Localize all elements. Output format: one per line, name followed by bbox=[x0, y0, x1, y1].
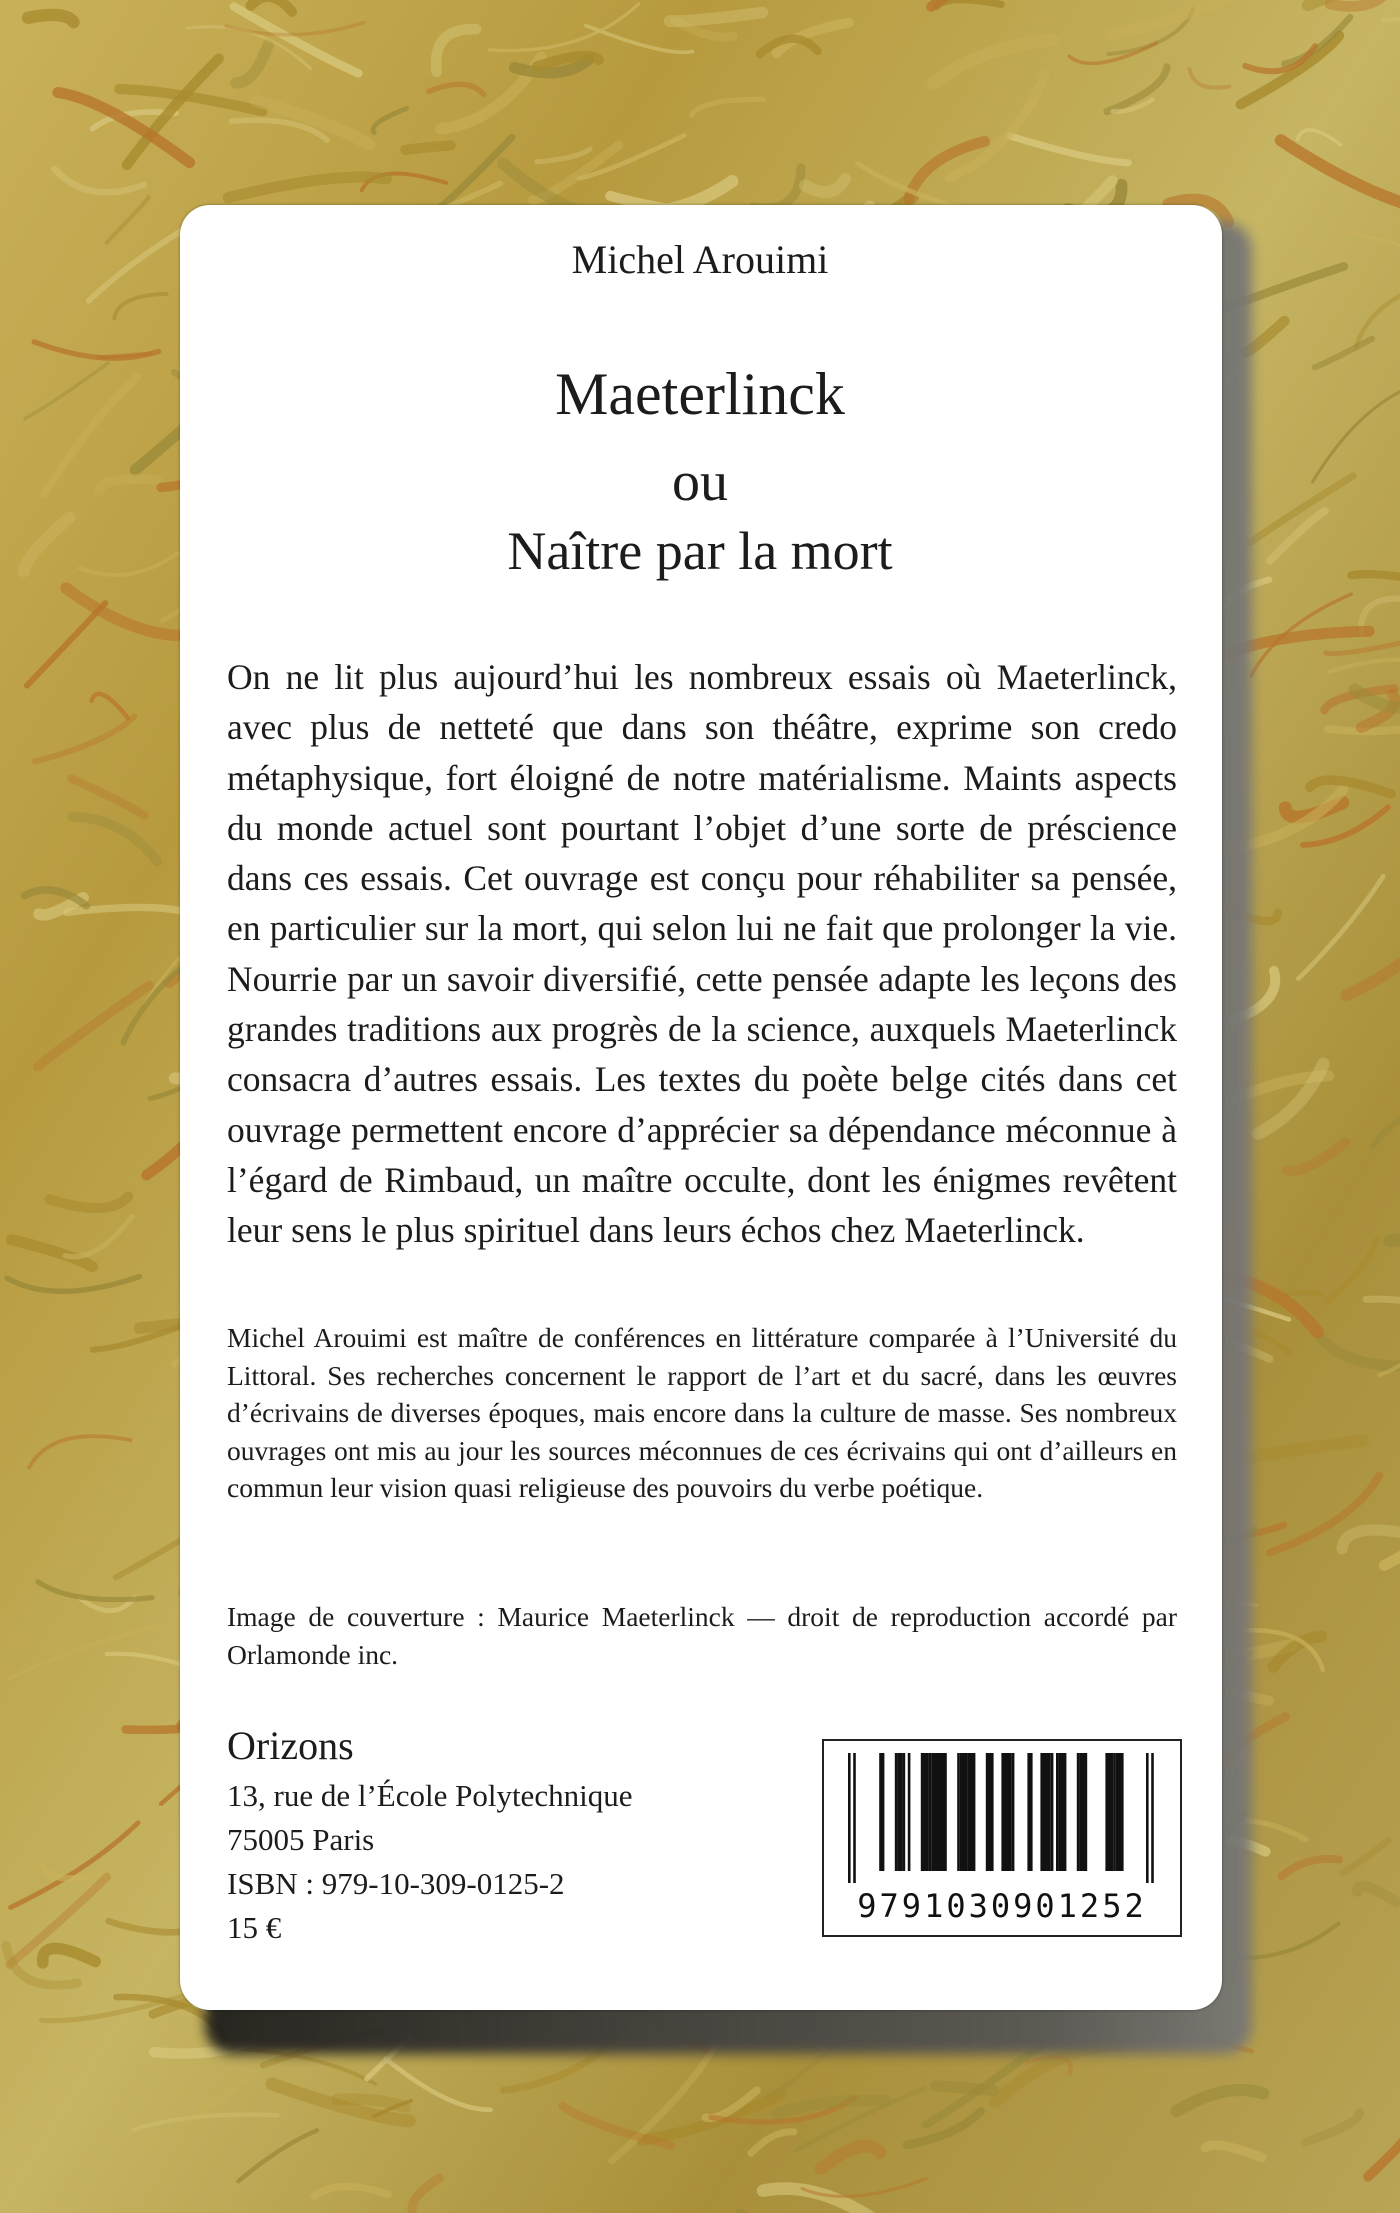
author-name: Michel Arouimi bbox=[571, 237, 829, 282]
barcode-bar bbox=[921, 1753, 929, 1871]
barcode-digits: 9791030901252 bbox=[857, 1887, 1147, 1925]
barcode-bar bbox=[1040, 1753, 1043, 1871]
barcode-bar bbox=[1079, 1753, 1087, 1871]
barcode-bar bbox=[1051, 1753, 1054, 1871]
barcode-bar bbox=[929, 1753, 932, 1871]
barcode-bar bbox=[1027, 1753, 1032, 1871]
barcode bbox=[822, 1739, 1182, 1937]
barcode-bar bbox=[1001, 1753, 1004, 1871]
texture-stroke bbox=[405, 146, 450, 150]
barcode-bar bbox=[1056, 1753, 1059, 1871]
barcode-bar bbox=[931, 1753, 939, 1871]
barcode-bar bbox=[1004, 1753, 1012, 1871]
barcode-bar bbox=[903, 1753, 906, 1871]
barcode-bar bbox=[965, 1753, 968, 1871]
barcode-bar bbox=[960, 1753, 965, 1871]
book-subtitle: Naître par la mort bbox=[507, 521, 893, 581]
barcode-bar bbox=[1012, 1753, 1015, 1871]
texture-stroke bbox=[28, 15, 74, 22]
cover-image-credit: Image de couverture : Maurice Maeterlinck — droit de reproduction accordé par Orlamonde inc. bbox=[227, 1601, 1177, 1670]
barcode-bars bbox=[844, 1753, 1160, 1883]
title-connector: ou bbox=[672, 451, 728, 513]
texture-stroke bbox=[936, 2086, 993, 2091]
barcode-bar bbox=[968, 1753, 976, 1871]
barcode-bar bbox=[1059, 1753, 1067, 1871]
book-title: Maeterlinck bbox=[555, 361, 845, 427]
price: 15 € bbox=[227, 1910, 282, 1945]
barcode-bar bbox=[1077, 1753, 1080, 1871]
barcode-bar bbox=[853, 1753, 856, 1883]
barcode-bar bbox=[939, 1753, 947, 1871]
barcode-bar bbox=[1151, 1753, 1154, 1883]
publisher-street: 13, rue de l’École Polytechnique bbox=[227, 1778, 633, 1813]
barcode-bar bbox=[1113, 1753, 1116, 1871]
barcode-bar bbox=[848, 1753, 851, 1883]
publisher-name: Orizons bbox=[227, 1723, 354, 1768]
barcode-bar bbox=[1105, 1753, 1113, 1871]
barcode-bar bbox=[1043, 1753, 1051, 1871]
barcode-bar bbox=[1116, 1753, 1124, 1871]
barcode-bar bbox=[897, 1753, 902, 1871]
barcode-bar bbox=[908, 1753, 911, 1871]
isbn: ISBN : 979-10-309-0125-2 bbox=[227, 1866, 565, 1901]
book-summary: On ne lit plus aujourd’hui les nombreux essais où Maeterlinck, avec plus de netteté que dans son théâtre, exprime son credo métaphysique, fort éloigné de notre matérialisme. Maints aspects du monde actuel sont pourtant l’objet d’une sorte de préscience dans ces essais. Cet ouvrage est conçu pour réhabiliter sa pensée, en particulier sur la mort, qui selon lui ne fait que prolonger la vie. Nourrie par un savoir diversifié, cette pensée adapte les leçons des grandes traditions aux progrès de la science, auxquels Maeterlinck consacra d’autres essais. Les textes du poète belge cités dans cet ouvrage permettent encore d’apprécier sa dépendance méconnue à l’égard de Rimbaud, un maître occulte, dont les énigmes revêtent leur sens le plus spirituel dans leurs échos chez Maeterlinck. bbox=[227, 657, 1177, 1251]
barcode-bar bbox=[957, 1753, 960, 1871]
author-bio: Michel Arouimi est maître de conférences en littérature comparée à l’Université du Littoral. Ses recherches concernent le rapport de l’art et du sacré, dans les œuvres d’écrivains de diverses époques, mais encore dans la culture de masse. Ses nombreux ouvrages ont mis au jour les sources méconnues de ces écrivains qui ont d’ailleurs en commun leur vision quasi religieuse des pouvoirs du verbe poétique. bbox=[227, 1322, 1177, 1503]
barcode-bar bbox=[895, 1753, 898, 1871]
barcode-bar bbox=[986, 1753, 994, 1871]
publisher-city: 75005 Paris bbox=[227, 1822, 375, 1857]
barcode-bar bbox=[1146, 1753, 1149, 1883]
barcode-bar bbox=[879, 1753, 884, 1871]
